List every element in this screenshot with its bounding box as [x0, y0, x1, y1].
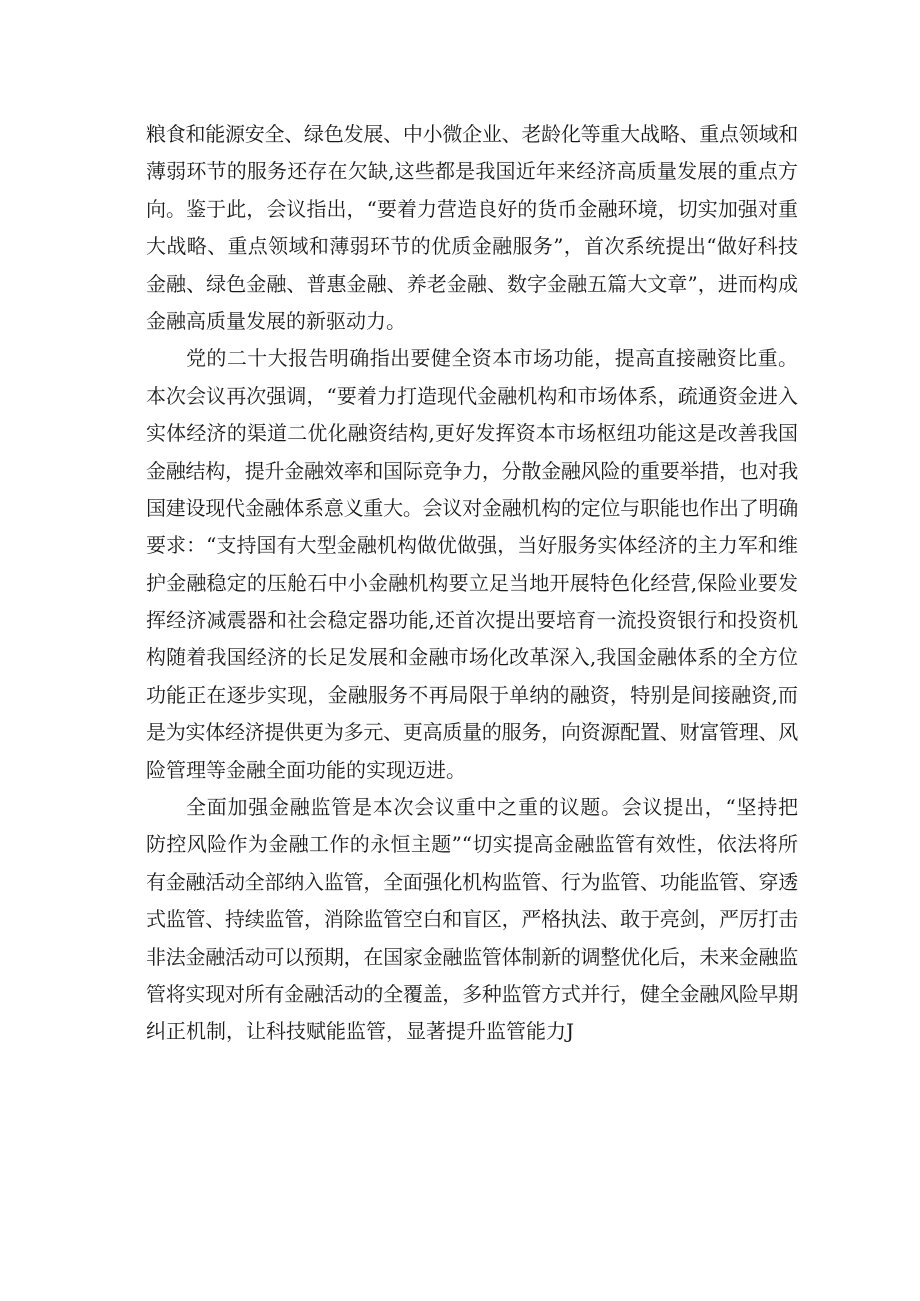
paragraph-line: 防控风险作为金融工作的永恒主题”“切实提高金融监管有效性，依法将所	[146, 832, 798, 857]
paragraph-line: 党的二十大报告明确指出要健全资本市场功能，提高直接融资比重。	[186, 346, 798, 371]
paragraph-line: 粮食和能源安全、绿色发展、中小微企业、老龄化等重大战略、重点领域和	[146, 122, 798, 146]
paragraph-line: 式监管、持续监管，消除监管空白和盲区，严格执法、敢于亮剑，严厉打击	[146, 907, 798, 932]
paragraph-line: 全面加强金融监管是本次会议重中之重的议题。会议提出，“坚持把	[186, 795, 798, 820]
paragraph-line: 功能正在逐步实现，金融服务不再局限于单纳的融资，特别是间接融资,而	[146, 682, 798, 707]
paragraph-line: 管将实现对所有金融活动的全覆盖，多种监管方式并行，健全金融风险早期	[146, 981, 798, 1006]
paragraph-line: 金融、绿色金融、普惠金融、养老金融、数字金融五篇大文章”，进而构成	[146, 271, 798, 296]
document-body	[146, 116, 798, 1051]
paragraph-line: 非法金融活动可以预期，在国家金融监管体制新的调整优化后，未来金融监	[146, 944, 798, 969]
paragraph-2	[146, 340, 798, 789]
paragraph-line: 国建设现代金融体系意义重大。会议对金融机构的定位与职能也作出了明确	[146, 495, 798, 520]
paragraph-line: 有金融活动全部纳入监管，全面强化机构监管、行为监管、功能监管、穿透	[146, 869, 798, 894]
paragraph-line: 本次会议再次强调，“要着力打造现代金融机构和市场体系，疏通资金进入	[146, 383, 798, 408]
paragraph-line: 大战略、重点领域和薄弱环节的优质金融服务”，首次系统提出“做好科技	[146, 234, 798, 259]
paragraph-line: 金融结构，提升金融效率和国际竞争力，分散金融风险的重要举措，也对我	[146, 458, 798, 483]
paragraph-line: 向。鉴于此，会议指出，“要着力营造良好的货币金融环境，切实加强对重	[146, 196, 798, 221]
paragraph-line: 纠正机制，让科技赋能监管，显著提升监管能力J	[146, 1019, 575, 1044]
paragraph-line: 要求：“支持国有大型金融机构做优做强，当好服务实体经济的主力军和维	[146, 533, 798, 558]
paragraph-line: 薄弱环节的服务还存在欠缺,这些都是我国近年来经济高质量发展的重点方	[146, 159, 798, 184]
paragraph-line: 构随着我国经济的长足发展和金融市场化改革深入,我国金融体系的全方位	[146, 645, 798, 670]
paragraph-1	[146, 116, 798, 340]
paragraph-line: 是为实体经济提供更为多元、更高质量的服务，向资源配置、财富管理、风	[146, 720, 798, 745]
paragraph-line: 护金融稳定的压舱石中小金融机构要立足当地开展特色化经营,保险业要发	[146, 570, 798, 595]
paragraph-line: 实体经济的渠道二优化融资结构,更好发挥资本市场枢纽功能这是改善我国	[146, 421, 798, 446]
paragraph-3	[146, 789, 798, 1051]
paragraph-line: 金融高质量发展的新驱动力。	[146, 308, 406, 333]
paragraph-line: 险管理等金融全面功能的实现迈进。	[146, 757, 466, 782]
paragraph-line: 挥经济减震器和社会稳定器功能,还首次提出要培育一流投资银行和投资机	[146, 608, 798, 633]
